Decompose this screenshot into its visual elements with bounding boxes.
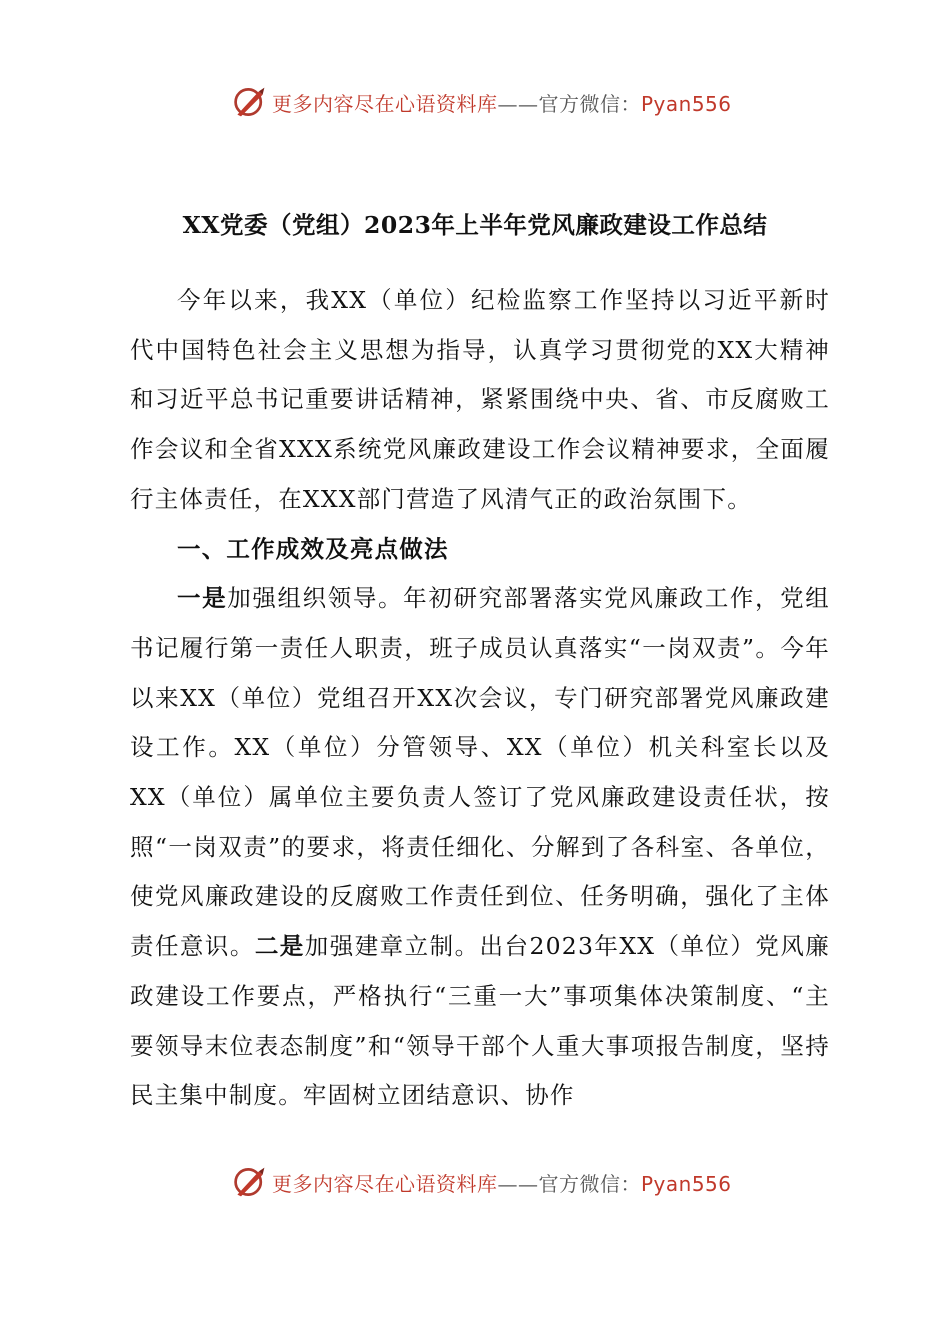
- banner-text: [272, 1168, 732, 1197]
- header-watermark-banner: [0, 82, 950, 122]
- banner-separator: ——: [497, 1171, 539, 1196]
- banner-separator: ——: [497, 91, 539, 116]
- document-title: XX党委（党组）2023年上半年党风廉政建设工作总结: [182, 211, 768, 239]
- point-label: 一是: [177, 584, 228, 613]
- pen-logo-icon: [232, 84, 268, 120]
- intro-paragraph: 今年以来，我XX（单位）纪检监察工作坚持以习近平新时代中国特色社会主义思想为指导，认真学习贯彻党的XX大精神和习近平总书记重要讲话精神，紧紧围绕中央、省、市反腐败工作会议和全省XXX系统党风廉政建设工作会议精神要求，全面履行主体责任，在XXX部门营造了风清气正的政治氛围下。: [130, 286, 830, 513]
- document-body: [130, 276, 830, 1121]
- banner-wechat-id: Pyan556: [641, 91, 732, 116]
- point-text: 加强建章立制。出台2023年XX（单位）党风廉政建设工作要点，严格执行“三重一大”事项集体决策制度、“主要领导末位表态制度”和“领导干部个人重大事项报告制度，坚持民主集中制度。牢固树立团结意识、协作: [130, 932, 830, 1110]
- banner-brand-text: 更多内容尽在心语资料库: [272, 91, 498, 116]
- banner-wechat-label: 官方微信：: [538, 1171, 641, 1196]
- point-text: 加强组织领导。年初研究部署落实党风廉政工作，党组书记履行第一责任人职责，班子成员认真落实“一岗双责”。今年以来XX（单位）党组召开XX次会议，专门研究部署党风廉政建设工作。XX（单位）分管领导、XX（单位）机关科室长以及XX（单位）属单位主要负责人签订了党风廉政建设责任状，按照“一岗双责”的要求，将责任细化、分解到了各科室、各单位，使党风廉政建设的反腐败工作责任到位、任务明确，强化了主体责任意识。: [130, 584, 830, 961]
- footer-watermark-banner: [0, 1162, 950, 1202]
- banner-wechat-label: 官方微信：: [538, 91, 641, 116]
- pen-logo-icon: [232, 1164, 268, 1200]
- banner-wechat-id: Pyan556: [641, 1171, 732, 1196]
- body-paragraph: [130, 574, 830, 1121]
- banner-brand-text: 更多内容尽在心语资料库: [272, 1171, 498, 1196]
- point-label: 二是: [254, 932, 305, 961]
- section-heading: 一、工作成效及亮点做法: [177, 534, 449, 563]
- banner-text: [272, 88, 732, 117]
